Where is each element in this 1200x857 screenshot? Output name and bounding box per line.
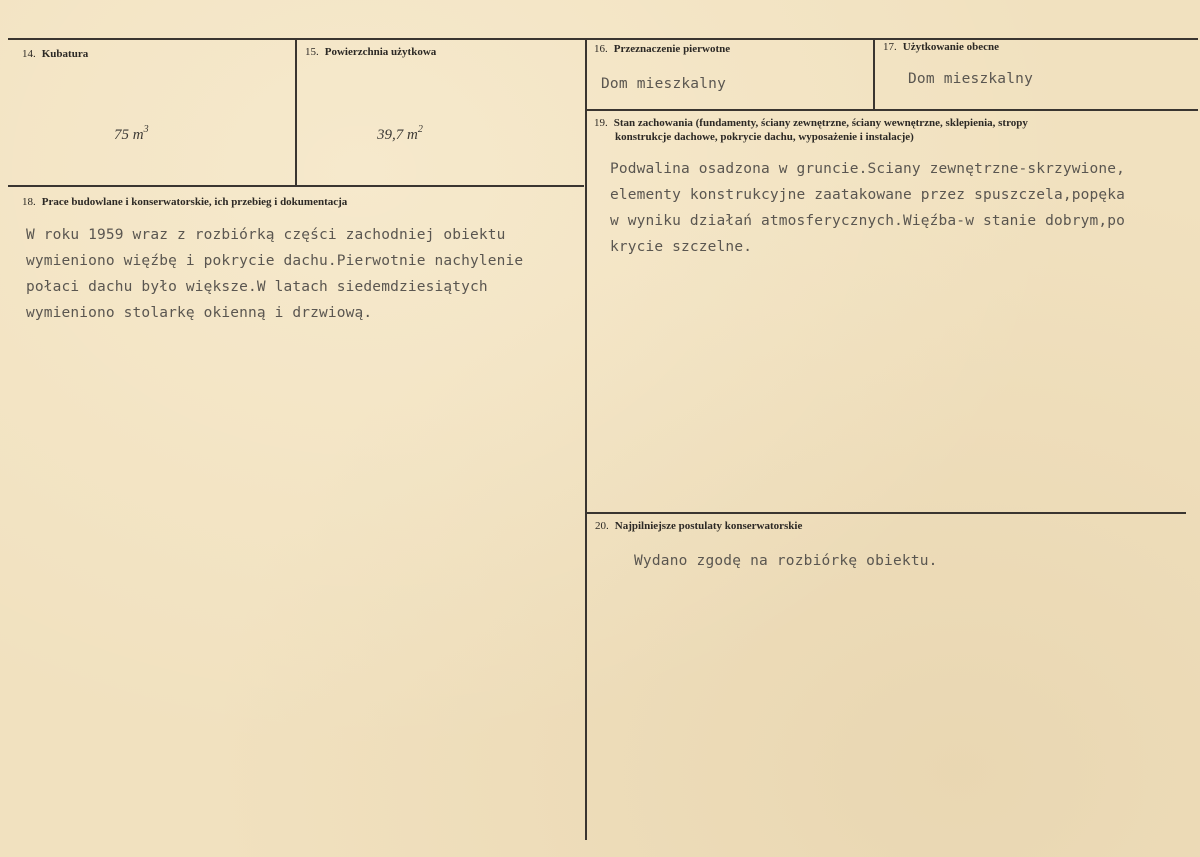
prace-label-text: Prace budowlane i konserwatorskie, ich przebieg i dokumentacja: [41, 196, 348, 208]
postulaty-value: Wydano zgodę na rozbiórkę obiektu.: [634, 553, 938, 569]
powierzchnia-label: [305, 45, 436, 60]
przeznaczenie-label: [594, 42, 730, 57]
stan-label: [594, 116, 1028, 131]
divider-przeznaczenie-uzytkowanie: [873, 38, 875, 110]
przeznaczenie-label-text: Przeznaczenie pierwotne: [613, 43, 731, 55]
prace-line: W roku 1959 wraz z rozbiórką części zachodniej obiektu: [26, 227, 506, 243]
stan-line: w wyniku działań atmosferycznych.Więźba-w stanie dobrym,po: [610, 213, 1126, 229]
uzytkowanie-label: [883, 40, 999, 55]
prace-line: wymieniono więźbę i pokrycie dachu.Pierwotnie nachylenie: [26, 253, 524, 269]
stan-label-continued: [615, 130, 914, 145]
stan-line: Podwalina osadzona w gruncie.Sciany zewnętrzne-skrzywione,: [610, 161, 1126, 177]
postulaty-number: 20.: [595, 520, 609, 532]
stan-line: elementy konstrukcyjne zaatakowane przez spuszczela,popęka: [610, 187, 1126, 203]
rule-under-stan: [586, 512, 1186, 514]
prace-text: [26, 222, 523, 326]
powierzchnia-value-sup: 2: [417, 124, 423, 135]
kubatura-label: [22, 47, 88, 62]
przeznaczenie-value: Dom mieszkalny: [601, 76, 727, 92]
prace-number: 18.: [22, 196, 36, 208]
kubatura-number: 14.: [22, 48, 36, 60]
powierzchnia-value-main: 39,7 m: [377, 127, 418, 143]
kubatura-label-text: Kubatura: [41, 48, 89, 60]
uzytkowanie-number: 17.: [883, 41, 897, 53]
przeznaczenie-number: 16.: [594, 43, 608, 55]
prace-line: połaci dachu było większe.W latach siedemdziesiątych: [26, 279, 488, 295]
divider-center: [585, 38, 587, 840]
uzytkowanie-label-text: Użytkowanie obecne: [902, 41, 999, 53]
kubatura-value-sup: 3: [143, 124, 149, 135]
divider-kubatura-powierzchnia: [295, 38, 297, 186]
kubatura-value-main: 75 m: [114, 127, 144, 143]
stan-number: 19.: [594, 117, 608, 129]
stan-text: [610, 156, 1125, 260]
powierzchnia-label-text: Powierzchnia użytkowa: [324, 46, 437, 58]
top-rule: [8, 38, 1198, 40]
powierzchnia-number: 15.: [305, 46, 319, 58]
stan-label-line2: konstrukcje dachowe, pokrycie dachu, wyposażenie i instalacje): [615, 131, 914, 143]
prace-line: wymieniono stolarkę okienną i drzwiową.: [26, 305, 373, 321]
stan-line: krycie szczelne.: [610, 239, 753, 255]
stan-label-line1: Stan zachowania (fundamenty, ściany zewnętrzne, ściany wewnętrzne, sklepienia, stropy: [613, 117, 1028, 129]
postulaty-label-text: Najpilniejsze postulaty konserwatorskie: [614, 520, 803, 532]
postulaty-label: [595, 519, 802, 534]
uzytkowanie-value: Dom mieszkalny: [908, 71, 1034, 87]
powierzchnia-value: [377, 124, 423, 144]
kubatura-value: [114, 124, 149, 144]
prace-label: [22, 195, 347, 210]
rule-under-przeznaczenie: [586, 109, 1198, 111]
